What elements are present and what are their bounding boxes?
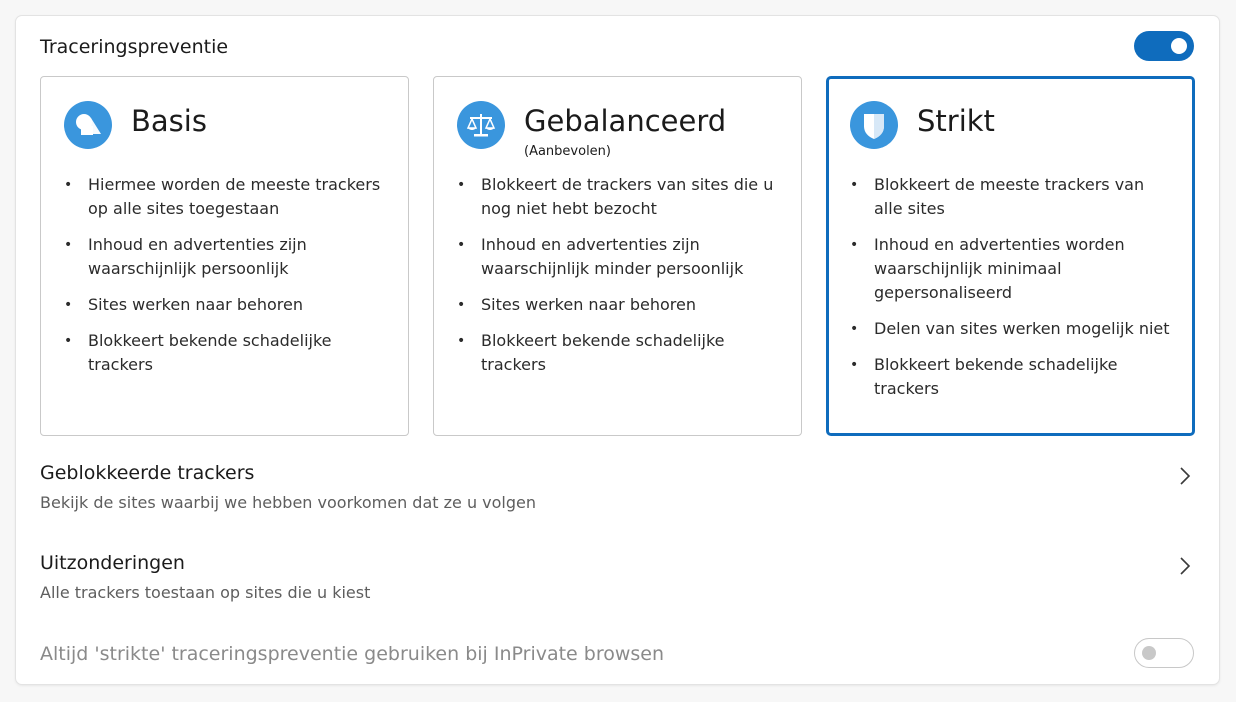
chevron-right-icon bbox=[1175, 464, 1195, 488]
list-item: • Hiermee worden de meeste trackers op alle sites toegestaan bbox=[64, 175, 381, 218]
list-item: • Blokkeert bekende schadelijke trackers bbox=[64, 331, 332, 374]
list-item-text: Inhoud en advertenties worden waarschijnlijk minimaal gepersonaliseerd bbox=[874, 235, 1125, 302]
chevron-right-icon bbox=[1175, 554, 1195, 578]
recommended-label: (Aanbevolen) bbox=[524, 144, 611, 159]
list-item: • Blokkeert bekende schadelijke trackers bbox=[457, 331, 725, 374]
inprivate-strict-toggle[interactable] bbox=[1134, 638, 1194, 668]
shield-icon bbox=[850, 101, 898, 149]
blocked-trackers-title: Geblokkeerde trackers bbox=[40, 462, 255, 484]
card-title: Strikt bbox=[917, 104, 995, 138]
list-item-text: Inhoud en advertenties zijn waarschijnlijk minder persoonlijk bbox=[481, 235, 744, 278]
card-title: Basis bbox=[131, 104, 207, 138]
card-balanced[interactable] bbox=[433, 76, 802, 436]
card-basis[interactable] bbox=[40, 76, 409, 436]
toggle-knob bbox=[1142, 646, 1156, 660]
exceptions-title: Uitzonderingen bbox=[40, 552, 185, 574]
card-title: Gebalanceerd bbox=[524, 104, 727, 138]
scales-icon bbox=[457, 101, 505, 149]
blocked-trackers-description: Bekijk de sites waarbij we hebben voorkomen dat ze u volgen bbox=[40, 493, 537, 512]
list-item: • Inhoud en advertenties worden waarschijnlijk minimaal gepersonaliseerd bbox=[850, 235, 1125, 302]
card-bullet-list bbox=[850, 173, 1174, 413]
exceptions-link[interactable] bbox=[40, 552, 1195, 638]
tracking-prevention-panel bbox=[16, 16, 1219, 684]
card-strict[interactable] bbox=[826, 76, 1195, 436]
blocked-trackers-link[interactable] bbox=[40, 462, 1195, 548]
list-item: • Blokkeert de trackers van sites die u nog niet hebt bezocht bbox=[457, 175, 774, 218]
list-item: • Sites werken naar behoren bbox=[457, 295, 696, 314]
list-item-text: Blokkeert de trackers van sites die u nog niet hebt bezocht bbox=[481, 175, 774, 218]
inprivate-strict-label: Altijd 'strikte' traceringspreventie gebruiken bij InPrivate browsen bbox=[40, 643, 665, 665]
list-item-text: Delen van sites werken mogelijk niet bbox=[874, 319, 1170, 338]
card-bullet-list bbox=[457, 173, 783, 389]
list-item: • Blokkeert bekende schadelijke trackers bbox=[850, 355, 1118, 398]
list-item: • Blokkeert de meeste trackers van alle sites bbox=[850, 175, 1145, 218]
list-item: • Inhoud en advertenties zijn waarschijnlijk minder persoonlijk bbox=[457, 235, 744, 278]
list-item-text: Blokkeert bekende schadelijke trackers bbox=[874, 355, 1118, 398]
list-item-text: Inhoud en advertenties zijn waarschijnlijk persoonlijk bbox=[88, 235, 307, 278]
list-item: • Inhoud en advertenties zijn waarschijnlijk persoonlijk bbox=[64, 235, 307, 278]
list-item: • Sites werken naar behoren bbox=[64, 295, 303, 314]
card-bullet-list bbox=[64, 173, 390, 389]
list-item-text: Sites werken naar behoren bbox=[88, 295, 303, 314]
basic-shapes-icon bbox=[64, 101, 112, 149]
list-item-text: Blokkeert bekende schadelijke trackers bbox=[481, 331, 725, 374]
list-item-text: Hiermee worden de meeste trackers op alle sites toegestaan bbox=[88, 175, 381, 218]
exceptions-description: Alle trackers toestaan op sites die u kiest bbox=[40, 583, 371, 602]
list-item-text: Blokkeert bekende schadelijke trackers bbox=[88, 331, 332, 374]
tracking-prevention-toggle[interactable] bbox=[1134, 31, 1194, 61]
toggle-knob bbox=[1171, 38, 1187, 54]
list-item-text: Blokkeert de meeste trackers van alle sites bbox=[874, 175, 1145, 218]
list-item: • Delen van sites werken mogelijk niet bbox=[850, 319, 1170, 338]
list-item-text: Sites werken naar behoren bbox=[481, 295, 696, 314]
section-title: Traceringspreventie bbox=[40, 36, 229, 58]
